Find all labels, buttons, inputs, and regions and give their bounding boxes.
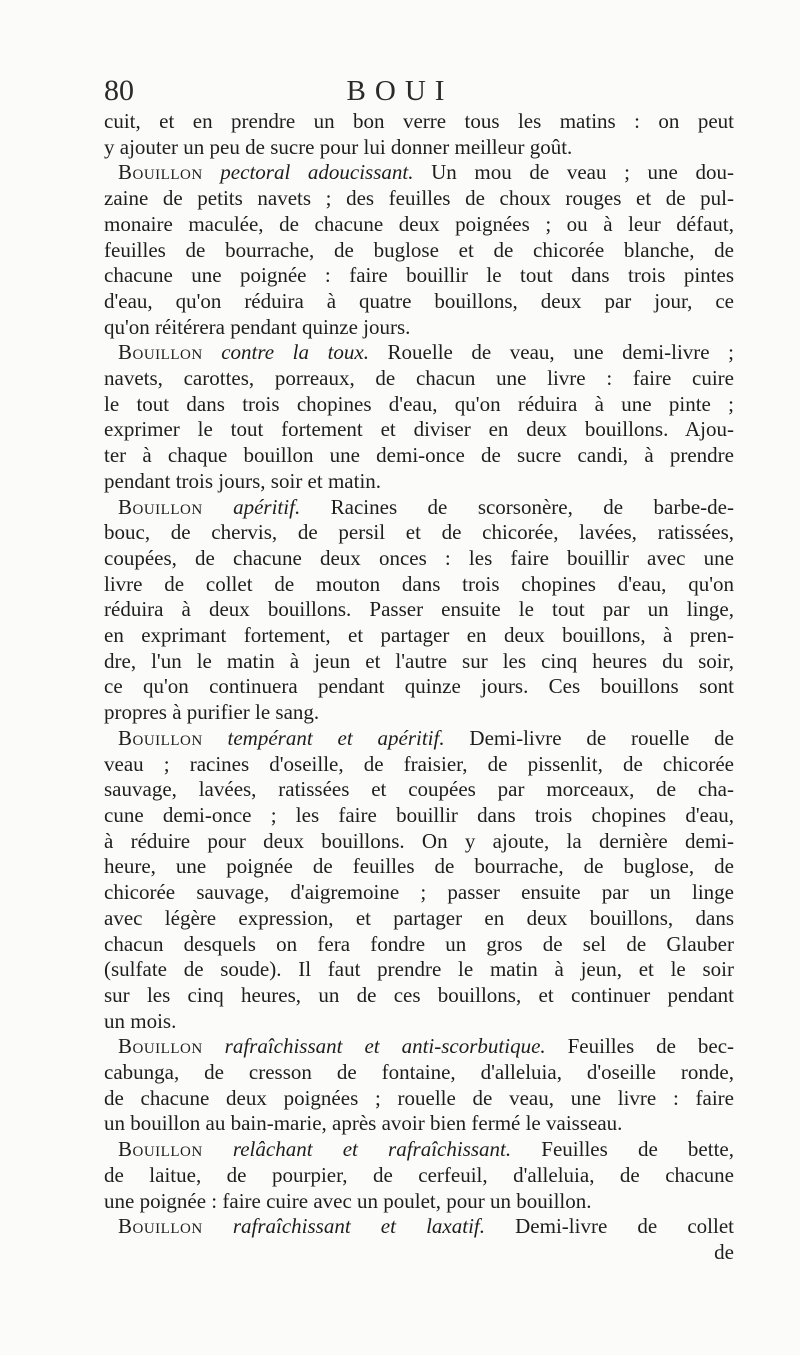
text-line xyxy=(104,572,734,598)
text-line xyxy=(104,700,734,726)
line-text: réduira à deux bouillons. Passer ensuite le tout par un linge, xyxy=(104,597,734,622)
text-line xyxy=(104,417,734,443)
text-line xyxy=(104,932,734,958)
text-line xyxy=(104,906,734,932)
line-text: de laitue, de pourpier, de cerfeuil, d'alleluia, de chacune xyxy=(104,1162,734,1187)
line-text: Racines de scorsonère, de barbe-de- xyxy=(300,494,734,519)
line-text: y ajouter un peu de sucre pour lui donner meilleur goût. xyxy=(104,134,573,159)
text-line xyxy=(104,289,734,315)
line-text: monaire maculée, de chacune deux poignées ; ou à leur défaut, xyxy=(104,211,734,236)
text-line xyxy=(104,495,734,521)
text-line xyxy=(104,135,734,161)
line-text: ce qu'on continuera pendant quinze jours. Ces bouillons sont xyxy=(104,674,734,699)
line-text: exprimer le tout fortement et diviser en deux bouillons. Ajou- xyxy=(104,417,734,442)
text-line xyxy=(104,1009,734,1035)
entry-title: apéritif. xyxy=(233,494,301,519)
text-line xyxy=(104,983,734,1009)
page-header xyxy=(0,74,800,108)
text-line xyxy=(104,829,734,855)
entry-headword: Bouillon xyxy=(118,494,203,519)
entry-headword: Bouillon xyxy=(118,1214,203,1239)
text-line xyxy=(104,649,734,675)
line-text: en exprimant fortement, et partager en deux bouillons, à pren- xyxy=(104,623,734,648)
line-text: cabunga, de cresson de fontaine, d'alleluia, d'oseille ronde, xyxy=(104,1060,734,1085)
line-text: Un mou de veau ; une dou- xyxy=(413,160,734,185)
line-text: de chacune deux poignées ; rouelle de veau, une livre : faire xyxy=(104,1085,734,1110)
line-text: une poignée : faire cuire avec un poulet, pour un bouillon. xyxy=(104,1188,592,1213)
line-text: Demi-livre de collet xyxy=(485,1214,734,1239)
line-text: Feuilles de bette, xyxy=(511,1137,734,1162)
line-text: à réduire pour deux bouillons. On y ajoute, la dernière demi- xyxy=(104,828,734,853)
entry-title: rafraîchissant et anti-scorbutique. xyxy=(224,1034,546,1059)
line-text: cuit, et en prendre un bon verre tous les matins : on peut xyxy=(104,109,734,133)
line-text: ter à chaque bouillon une demi-once de sucre candi, à prendre xyxy=(104,443,734,468)
text-line xyxy=(104,160,734,186)
text-line xyxy=(104,1034,734,1060)
text-line xyxy=(104,880,734,906)
text-line xyxy=(104,469,734,495)
line-text: un mois. xyxy=(104,1008,177,1033)
line-text: cune demi-once ; les faire bouillir dans trois chopines d'eau, xyxy=(104,802,734,827)
text-line xyxy=(104,803,734,829)
text-line xyxy=(104,957,734,983)
text-line xyxy=(104,546,734,572)
running-head: BOUI xyxy=(346,75,454,107)
text-line xyxy=(104,340,734,366)
text-line xyxy=(104,726,734,752)
page-number: 80 xyxy=(104,74,134,107)
entry-headword: Bouillon xyxy=(118,1034,203,1059)
line-text: veau ; racines d'oseille, de fraisier, de pissenlit, de chicorée xyxy=(104,751,734,776)
line-text: sur les cinq heures, un de ces bouillons, et continuer pendant xyxy=(104,982,734,1007)
line-text: dre, l'un le matin à jeun et l'autre sur les cinq heures du soir, xyxy=(104,648,734,673)
text-line xyxy=(104,366,734,392)
line-text: chacune une poignée : faire bouillir le tout dans trois pintes xyxy=(104,263,734,288)
line-text: Feuilles de bec- xyxy=(545,1034,735,1059)
text-line xyxy=(104,392,734,418)
line-text: chicorée sauvage, d'aigremoine ; passer ensuite par un linge xyxy=(104,880,734,905)
entry-title: rafraîchissant et laxatif. xyxy=(232,1214,485,1239)
text-line xyxy=(104,623,734,649)
entry-title: contre la toux. xyxy=(221,340,369,365)
line-text: zaine de petits navets ; des feuilles de choux rouges et de pul- xyxy=(104,186,734,211)
text-line xyxy=(104,1163,734,1189)
line-text: sauvage, lavées, ratissées et coupées par morceaux, de cha- xyxy=(104,777,734,802)
catchword: de xyxy=(714,1239,734,1264)
text-line xyxy=(104,315,734,341)
line-text: coupées, de chacune deux onces : les faire bouillir avec une xyxy=(104,545,734,570)
entry-headword: Bouillon xyxy=(118,340,203,365)
text-line xyxy=(104,1086,734,1112)
line-text: bouc, de chervis, de persil et de chicorée, lavées, ratissées, xyxy=(104,520,734,545)
line-text: propres à purifier le sang. xyxy=(104,700,320,725)
line-text: Demi-livre de rouelle de xyxy=(444,725,735,750)
text-line xyxy=(104,1060,734,1086)
line-text: d'eau, qu'on réduira à quatre bouillons, deux par jour, ce xyxy=(104,288,734,313)
text-line xyxy=(104,1189,734,1215)
entry-title: tempérant et apéritif. xyxy=(227,725,445,750)
line-text: feuilles de bourrache, de buglose et de chicorée blanche, de xyxy=(104,237,734,262)
text-line xyxy=(104,520,734,546)
line-text: heure, une poignée de feuilles de bourrache, de buglose, de xyxy=(104,854,734,879)
entry-headword: Bouillon xyxy=(118,160,203,185)
entry-headword: Bouillon xyxy=(118,725,203,750)
text-line xyxy=(104,752,734,778)
text-line xyxy=(104,1214,734,1240)
text-line xyxy=(104,777,734,803)
entry-title: pectoral adoucissant. xyxy=(220,160,414,185)
line-text: le tout dans trois chopines d'eau, qu'on réduira à une pinte ; xyxy=(104,391,734,416)
line-text: chacun desquels on fera fondre un gros de sel de Glauber xyxy=(104,931,734,956)
text-line xyxy=(104,263,734,289)
text-line xyxy=(104,443,734,469)
text-line xyxy=(104,1137,734,1163)
line-text: livre de collet de mouton dans trois chopines d'eau, qu'on xyxy=(104,571,734,596)
text-line xyxy=(104,109,734,135)
text-line xyxy=(104,854,734,880)
text-line xyxy=(104,1111,734,1137)
text-line xyxy=(104,212,734,238)
line-text: (sulfate de soude). Il faut prendre le matin à jeun, et le soir xyxy=(104,957,734,982)
text-line xyxy=(104,238,734,264)
line-text: navets, carottes, porreaux, de chacun une livre : faire cuire xyxy=(104,366,734,391)
entry-headword: Bouillon xyxy=(118,1137,203,1162)
text-line xyxy=(104,674,734,700)
page-body xyxy=(104,109,734,1266)
text-line xyxy=(104,186,734,212)
line-text: Rouelle de veau, une demi-livre ; xyxy=(368,340,734,365)
line-text: un bouillon au bain-marie, après avoir bien fermé le vaisseau. xyxy=(104,1111,623,1136)
line-text: pendant trois jours, soir et matin. xyxy=(104,468,382,493)
line-text: qu'on réitérera pendant quinze jours. xyxy=(104,314,411,339)
line-text: avec légère expression, et partager en deux bouillons, dans xyxy=(104,905,734,930)
entry-title: relâchant et rafraîchissant. xyxy=(232,1137,512,1162)
text-line xyxy=(104,597,734,623)
